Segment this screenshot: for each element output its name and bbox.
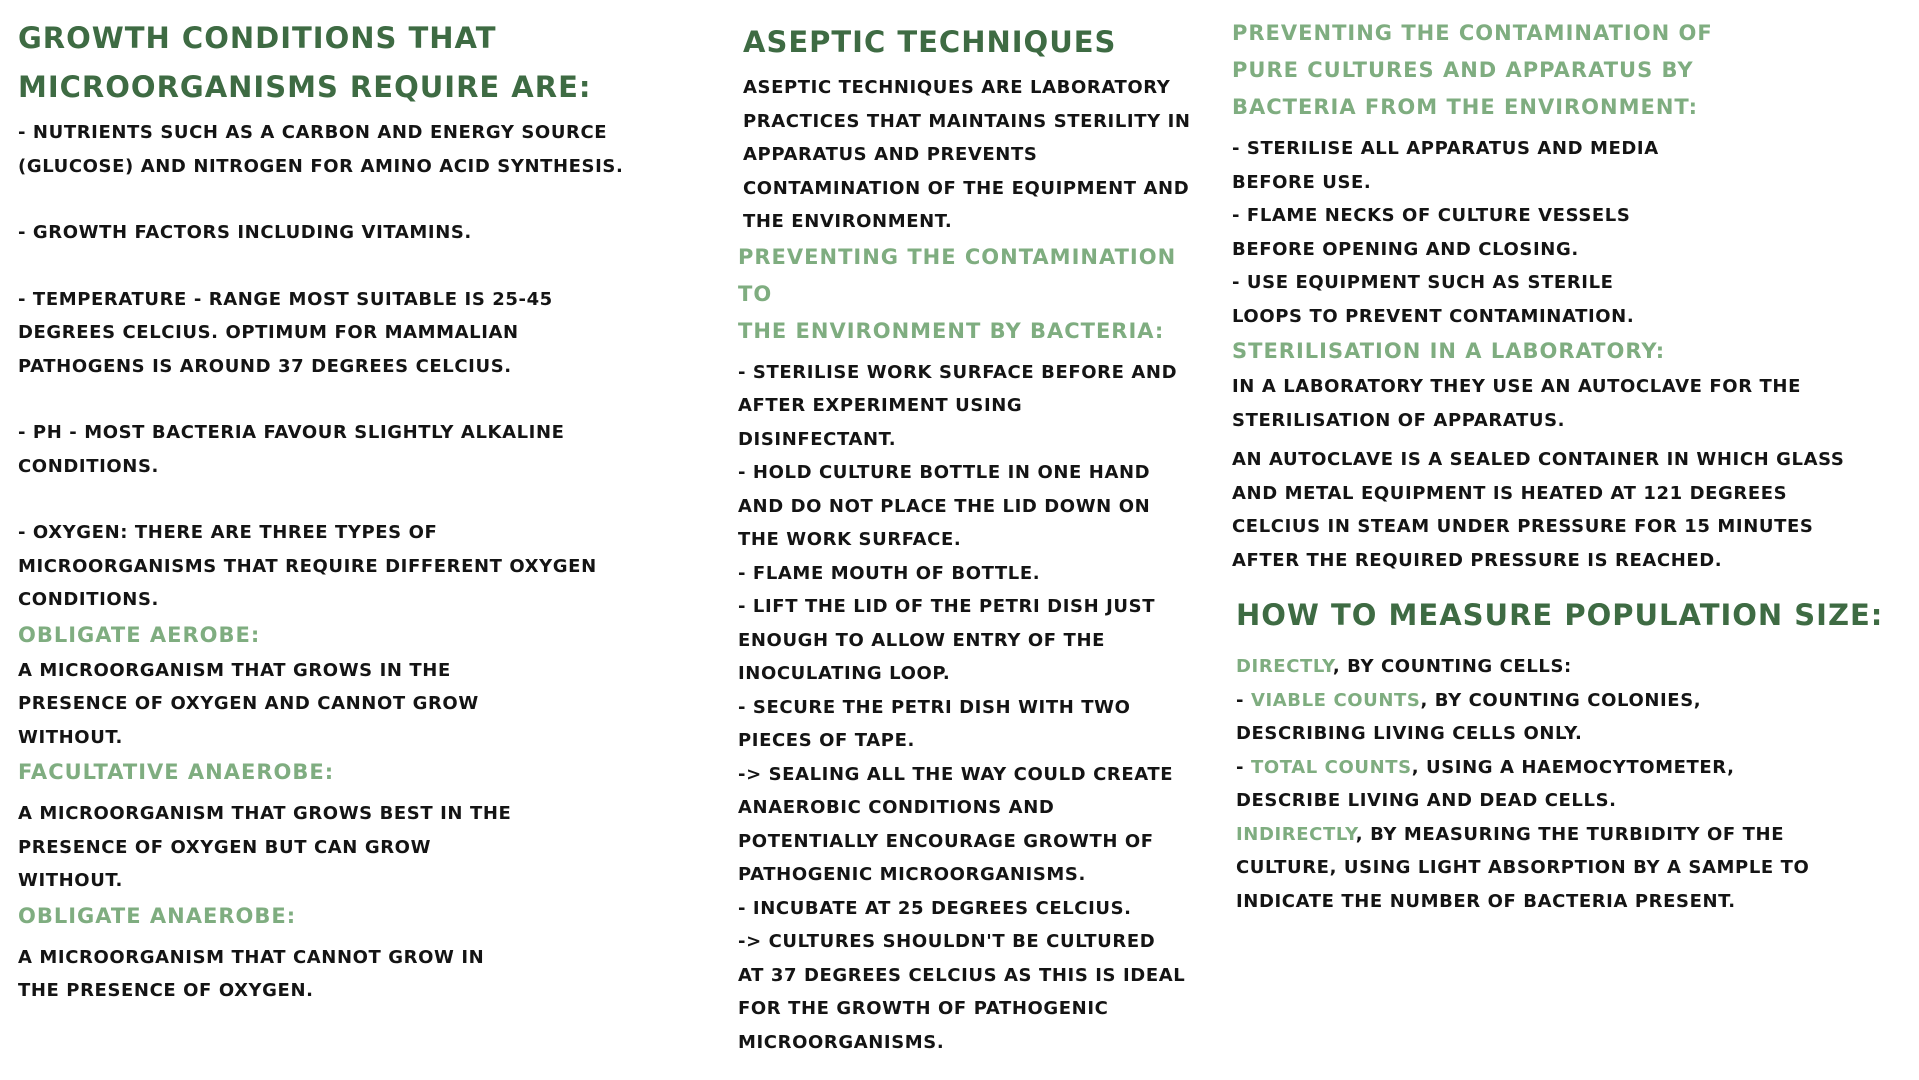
growth-factors-text: - GROWTH FACTORS INCLUDING VITAMINS. [18, 222, 472, 243]
pure-culture-line: BEFORE USE. [1232, 171, 1372, 193]
autoclave-text: AN AUTOCLAVE IS A SEALED CONTAINER IN WHICH GLASS [1232, 449, 1845, 470]
sterilisation-column [1232, 15, 1902, 918]
pure-culture-line: BEFORE OPENING AND CLOSING. [1232, 238, 1579, 260]
temperature-text: DEGREES CELCIUS. OPTIMUM FOR MAMMALIAN [18, 322, 519, 343]
aseptic-step-line: PIECES OF TAPE. [738, 730, 915, 751]
obligate-aerobe-text: PRESENCE OF OXYGEN AND CANNOT GROW [18, 693, 479, 714]
pure-culture-list [1232, 132, 1902, 333]
directly-keyword: DIRECTLY [1236, 656, 1333, 677]
aseptic-step-line: PATHOGENIC MICROORGANISMS. [738, 864, 1086, 885]
indirectly-line: CULTURE, USING LIGHT ABSORPTION BY A SAMPLE TO [1236, 857, 1810, 878]
aseptic-intro-text: THE ENVIRONMENT. [743, 211, 953, 232]
aseptic-intro [743, 71, 1218, 239]
aseptic-step-line: ENOUGH TO ALLOW ENTRY OF THE [738, 629, 1105, 651]
aseptic-step-line: - INCUBATE AT 25 DEGREES CELCIUS. [738, 897, 1132, 919]
viable-counts-line: DESCRIBING LIVING CELLS ONLY. [1236, 723, 1583, 744]
aseptic-step-line: MICROORGANISMS. [738, 1031, 945, 1053]
obligate-anaerobe-text: A MICROORGANISM THAT CANNOT GROW IN [18, 946, 485, 968]
obligate-aerobe-text: A MICROORGANISM THAT GROWS IN THE [18, 659, 451, 681]
aseptic-step-line: - LIFT THE LID OF THE PETRI DISH JUST [738, 596, 1156, 617]
growth-conditions-column [18, 14, 698, 1008]
pure-culture-line: LOOPS TO PREVENT CONTAMINATION. [1232, 305, 1635, 327]
aseptic-step-line: THE WORK SURFACE. [738, 529, 962, 550]
aseptic-intro-text: CONTAMINATION OF THE EQUIPMENT AND [743, 177, 1190, 199]
aseptic-step-line: - STERILISE WORK SURFACE BEFORE AND [738, 361, 1178, 383]
population-methods [1236, 650, 1902, 918]
growth-title-line-2: MICROORGANISMS REQUIRE ARE: [18, 70, 592, 104]
aseptic-step-line: AT 37 DEGREES CELCIUS AS THIS IS IDEAL [738, 964, 1186, 986]
autoclave-text: AND METAL EQUIPMENT IS HEATED AT 121 DEGREES [1232, 482, 1788, 504]
aseptic-step-line: POTENTIALLY ENCOURAGE GROWTH OF [738, 830, 1154, 852]
obligate-anaerobe-heading: OBLIGATE ANAEROBE: [18, 903, 297, 928]
aseptic-step-line: AFTER EXPERIMENT USING [738, 395, 1023, 416]
facultative-anaerobe-text: PRESENCE OF OXYGEN BUT CAN GROW [18, 836, 432, 858]
aseptic-intro-text: ASEPTIC TECHNIQUES ARE LABORATORY [743, 77, 1171, 98]
population-title: HOW TO MEASURE POPULATION SIZE: [1236, 598, 1884, 632]
obligate-aerobe-heading: OBLIGATE AEROBE: [18, 622, 261, 647]
aseptic-techniques-column [738, 18, 1218, 1059]
facultative-anaerobe-text: A MICROORGANISM THAT GROWS BEST IN THE [18, 803, 512, 824]
aseptic-title: ASEPTIC TECHNIQUES [743, 25, 1117, 59]
temperature-text: - TEMPERATURE - RANGE MOST SUITABLE IS 25-45 [18, 288, 553, 310]
directly-line: DIRECTLY, BY COUNTING CELLS: [1236, 656, 1572, 677]
sterilisation-text: STERILISATION OF APPARATUS. [1232, 409, 1566, 431]
autoclave-text: AFTER THE REQUIRED PRESSURE IS REACHED. [1232, 549, 1723, 571]
sterilisation-text: IN A LABORATORY THEY USE AN AUTOCLAVE FOR THE [1232, 376, 1801, 397]
env-contamination-heading: PREVENTING THE CONTAMINATION TO [738, 244, 1177, 306]
aseptic-step-line: -> SEALING ALL THE WAY COULD CREATE [738, 763, 1174, 785]
aseptic-step-line: AND DO NOT PLACE THE LID DOWN ON [738, 495, 1151, 517]
growth-title-line-1: GROWTH CONDITIONS THAT [18, 21, 497, 55]
aseptic-step-line: -> CULTURES SHOULDN'T BE CULTURED [738, 931, 1156, 952]
pure-culture-heading: BACTERIA FROM THE ENVIRONMENT: [1232, 95, 1698, 119]
ph-text: - PH - MOST BACTERIA FAVOUR SLIGHTLY ALKALINE [18, 422, 565, 443]
aseptic-intro-text: PRACTICES THAT MAINTAINS STERILITY IN [743, 110, 1191, 132]
sterilisation-heading: STERILISATION IN A LABORATORY: [1232, 339, 1666, 363]
nutrients-text: (GLUCOSE) AND NITROGEN FOR AMINO ACID SYNTHESIS. [18, 155, 624, 177]
facultative-anaerobe-heading: FACULTATIVE ANAEROBE: [18, 760, 335, 784]
pure-culture-heading: PREVENTING THE CONTAMINATION OF [1232, 21, 1713, 45]
pure-culture-line: - STERILISE ALL APPARATUS AND MEDIA [1232, 138, 1659, 159]
indirectly-line: INDICATE THE NUMBER OF BACTERIA PRESENT. [1236, 890, 1736, 912]
autoclave-text: CELCIUS IN STEAM UNDER PRESSURE FOR 15 MINUTES [1232, 516, 1814, 537]
pure-culture-heading: PURE CULTURES AND APPARATUS BY [1232, 58, 1694, 82]
obligate-anaerobe-text: THE PRESENCE OF OXYGEN. [18, 980, 314, 1001]
viable-counts-line: - VIABLE COUNTS, BY COUNTING COLONIES, [1236, 689, 1702, 711]
nutrients-text: - NUTRIENTS SUCH AS A CARBON AND ENERGY SOURCE [18, 122, 608, 143]
facultative-anaerobe-text: WITHOUT. [18, 870, 123, 891]
aseptic-step-line: - FLAME MOUTH OF BOTTLE. [738, 562, 1041, 584]
aseptic-step-line: INOCULATING LOOP. [738, 663, 951, 684]
oxygen-text: CONDITIONS. [18, 589, 159, 610]
indirectly-keyword: INDIRECTLY [1236, 823, 1356, 845]
aseptic-intro-text: APPARATUS AND PREVENTS [743, 144, 1038, 165]
aseptic-step-line: - SECURE THE PETRI DISH WITH TWO [738, 696, 1131, 718]
pure-culture-line: - FLAME NECKS OF CULTURE VESSELS [1232, 205, 1631, 226]
total-counts-line: - TOTAL COUNTS, USING A HAEMOCYTOMETER, [1236, 756, 1735, 778]
aseptic-step-line: ANAEROBIC CONDITIONS AND [738, 797, 1055, 818]
aseptic-steps-list [738, 356, 1218, 1060]
ph-text: CONDITIONS. [18, 455, 159, 477]
aseptic-step-line: FOR THE GROWTH OF PATHOGENIC [738, 998, 1109, 1019]
obligate-aerobe-text: WITHOUT. [18, 726, 123, 748]
oxygen-text: MICROORGANISMS THAT REQUIRE DIFFERENT OXYGEN [18, 555, 597, 577]
total-counts-line: DESCRIBE LIVING AND DEAD CELLS. [1236, 790, 1617, 811]
viable-counts-keyword: VIABLE COUNTS [1250, 689, 1421, 711]
aseptic-step-line: DISINFECTANT. [738, 428, 897, 450]
oxygen-text: - OXYGEN: THERE ARE THREE TYPES OF [18, 522, 438, 543]
pure-culture-line: - USE EQUIPMENT SUCH AS STERILE [1232, 272, 1614, 293]
total-counts-keyword: TOTAL COUNTS [1250, 756, 1412, 778]
env-contamination-heading: THE ENVIRONMENT BY BACTERIA: [738, 318, 1165, 343]
aseptic-step-line: - HOLD CULTURE BOTTLE IN ONE HAND [738, 462, 1151, 483]
indirectly-line: INDIRECTLY, BY MEASURING THE TURBIDITY OF THE [1236, 823, 1785, 845]
temperature-text: PATHOGENS IS AROUND 37 DEGREES CELCIUS. [18, 355, 512, 377]
